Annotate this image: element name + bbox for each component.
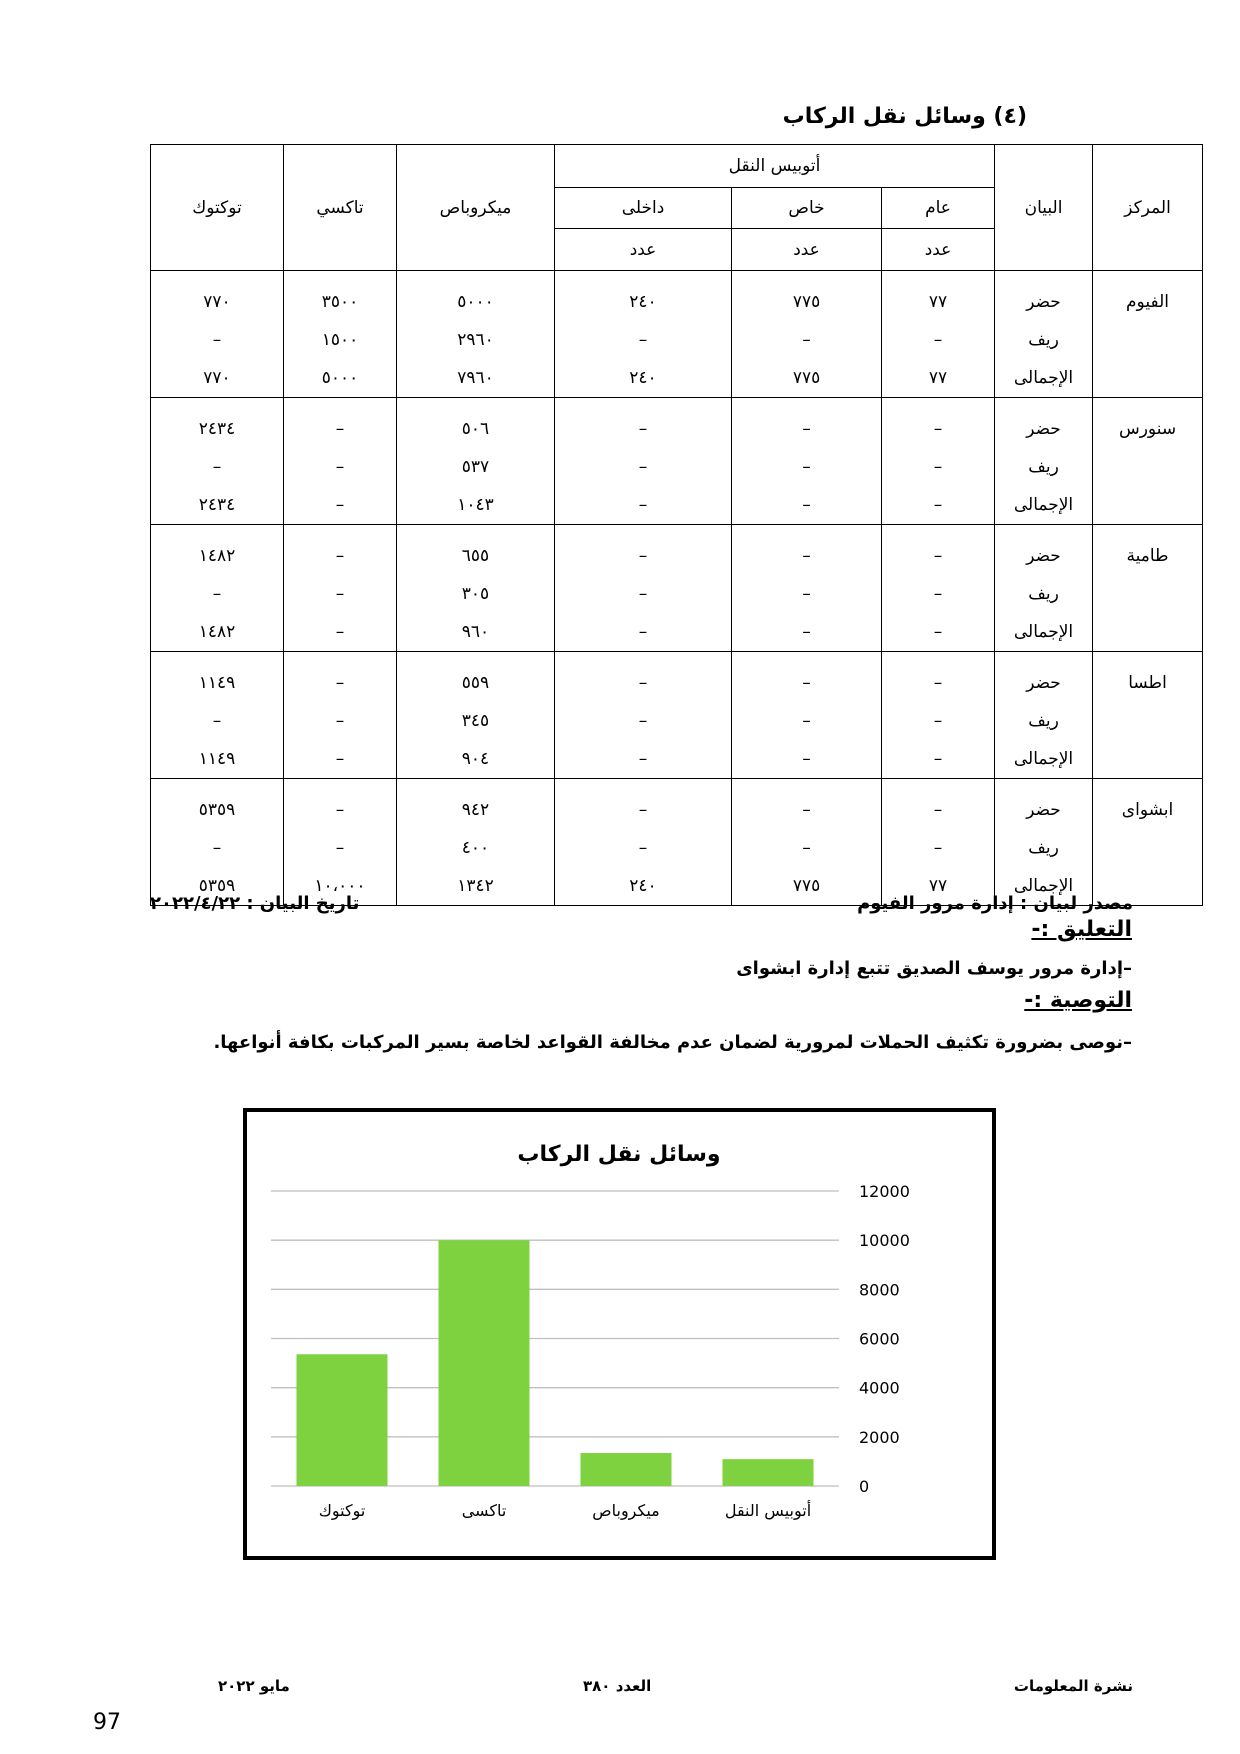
cell-value: ٥٠٠٠ — [457, 292, 494, 312]
cell-value: – — [638, 622, 648, 642]
microbus-cell — [397, 398, 555, 525]
header-khas: خاص — [732, 188, 882, 229]
khas-cell — [732, 652, 882, 779]
y-tick-label: 12000 — [859, 1182, 910, 1201]
cell-value: – — [933, 711, 943, 731]
cell-value: – — [212, 330, 222, 350]
cell-value: ٥٠٠٠ — [321, 368, 359, 388]
cell-value: – — [335, 800, 345, 820]
cell-value: – — [335, 495, 345, 515]
cell-value: ٢٤٣٤ — [198, 419, 236, 439]
cell-value: – — [212, 457, 222, 477]
cell-value: ٥٣٧ — [461, 457, 490, 477]
cell-value: ١٠٤٣ — [457, 495, 494, 515]
cell-value: – — [212, 711, 222, 731]
bayan-label: حضر — [1026, 546, 1061, 566]
khas-cell — [732, 398, 882, 525]
microbus-cell — [397, 525, 555, 652]
cell-value: – — [802, 673, 811, 693]
header-markaz: المركز — [1093, 145, 1203, 271]
cell-value: – — [802, 419, 811, 439]
microbus-cell — [397, 652, 555, 779]
x-tick-label: أتوبيس النقل — [724, 1501, 812, 1520]
markaz-cell — [1093, 525, 1203, 652]
cell-value: ٧٧٥ — [792, 368, 821, 388]
bayan-label: حضر — [1026, 800, 1061, 820]
y-tick-label: 4000 — [859, 1378, 900, 1398]
recommendation-heading: التوصية :- — [1024, 988, 1132, 1013]
cell-value: – — [335, 457, 345, 477]
cell-value: ١٤٨٢ — [198, 546, 236, 566]
page-number: 97 — [93, 1710, 121, 1735]
bayan-cell — [995, 779, 1093, 906]
bar — [581, 1453, 672, 1486]
table-row — [151, 525, 1203, 652]
cell-value: – — [638, 495, 648, 515]
cell-value: – — [638, 330, 648, 350]
header-bus-group: أتوبيس النقل — [555, 145, 995, 188]
cell-value: ١١٤٩ — [198, 749, 236, 769]
cell-value: – — [802, 457, 811, 477]
aam-cell — [882, 525, 995, 652]
cell-value: – — [933, 673, 943, 693]
cell-value: ٢٤٠ — [629, 876, 657, 896]
bayan-label: ريف — [1028, 457, 1059, 477]
tuktuk-cell — [151, 271, 284, 398]
transport-table — [150, 144, 1203, 906]
comment-text: –إدارة مرور يوسف الصديق تتبع إدارة ابشواى — [736, 958, 1132, 979]
footer-date: مايو ٢٠٢٢ — [218, 1677, 290, 1695]
bayan-label: ريف — [1028, 711, 1059, 731]
source-text: مصدر لبيان : إدارة مرور الفيوم — [857, 893, 1133, 914]
x-tick-label: تاكسى — [461, 1501, 507, 1520]
cell-value: ١١٤٩ — [198, 673, 236, 693]
bayan-label: الإجمالى — [1013, 876, 1074, 896]
cell-value: ٧٧٠ — [203, 368, 231, 388]
markaz-name: ابشواى — [1121, 800, 1174, 820]
cell-value: ٢٤٠ — [629, 368, 657, 388]
cell-value: – — [212, 838, 222, 858]
cell-value: – — [335, 546, 345, 566]
chart-container — [243, 1108, 996, 1560]
cell-value: – — [335, 711, 345, 731]
khas-cell — [732, 271, 882, 398]
markaz-name: اطسا — [1128, 673, 1167, 693]
table-row — [151, 652, 1203, 779]
bayan-label: حضر — [1026, 419, 1061, 439]
cell-value: – — [638, 546, 648, 566]
table-row — [151, 398, 1203, 525]
cell-value: – — [933, 749, 943, 769]
markaz-cell — [1093, 398, 1203, 525]
taxi-cell — [284, 398, 397, 525]
markaz-name: طامية — [1126, 546, 1169, 566]
header-microbus: ميكروباص — [397, 145, 555, 271]
cell-value: – — [802, 584, 811, 604]
taxi-cell — [284, 525, 397, 652]
cell-value: – — [638, 584, 648, 604]
cell-value: – — [802, 800, 811, 820]
cell-value: – — [335, 749, 345, 769]
cell-value: ٢٩٦٠ — [457, 330, 494, 350]
cell-value: – — [933, 584, 943, 604]
comment-heading: التعليق :- — [1031, 917, 1132, 942]
taxi-cell — [284, 779, 397, 906]
bayan-cell — [995, 525, 1093, 652]
dakhli-cell — [555, 779, 732, 906]
bayan-label: ريف — [1028, 330, 1059, 350]
markaz-cell — [1093, 271, 1203, 398]
bayan-label: ريف — [1028, 838, 1059, 858]
cell-value: ٧٧ — [928, 876, 948, 896]
tuktuk-cell — [151, 779, 284, 906]
cell-value: – — [933, 622, 943, 642]
markaz-name: سنورس — [1118, 419, 1177, 439]
cell-value: – — [802, 838, 811, 858]
dakhli-cell — [555, 271, 732, 398]
section-title: (٤) وسائل نقل الركاب — [782, 104, 1027, 129]
cell-value: – — [802, 546, 811, 566]
cell-value: ١٠،٠٠٠ — [314, 876, 366, 896]
cell-value: – — [335, 838, 345, 858]
cell-value: – — [933, 330, 943, 350]
cell-value: ٩٦٠ — [461, 622, 490, 642]
cell-value: – — [638, 800, 648, 820]
bayan-label: ريف — [1028, 584, 1059, 604]
aam-cell — [882, 271, 995, 398]
cell-value: ٤٠٠ — [461, 838, 490, 858]
cell-value: – — [933, 419, 943, 439]
header-tuktuk: توكتوك — [151, 145, 284, 271]
header-aam: عام — [882, 188, 995, 229]
cell-value: ٧٩٦٠ — [457, 368, 494, 388]
bar — [723, 1459, 814, 1486]
cell-value: ٣٥٠٠ — [321, 292, 359, 312]
microbus-cell — [397, 271, 555, 398]
dakhli-cell — [555, 652, 732, 779]
cell-value: – — [335, 673, 345, 693]
bayan-label: حضر — [1026, 673, 1061, 693]
cell-value: – — [933, 546, 943, 566]
bayan-label: الإجمالى — [1013, 749, 1074, 769]
cell-value: ٧٧ — [928, 368, 948, 388]
cell-value: ١٥٠٠ — [321, 330, 359, 350]
cell-value: ٢٤٠ — [629, 292, 657, 312]
cell-value: – — [933, 495, 943, 515]
cell-value: ٩٤٢ — [461, 800, 490, 820]
cell-value: ٥٣٥٩ — [198, 800, 236, 820]
cell-value: ٧٧ — [928, 292, 948, 312]
cell-value: – — [335, 419, 345, 439]
cell-value: ٧٧٥ — [792, 292, 821, 312]
date-text: تاريخ البيان : ٢٠٢٢/٤/٢٢ — [150, 893, 360, 914]
taxi-cell — [284, 652, 397, 779]
bayan-cell — [995, 398, 1093, 525]
cell-value: ٥٠٦ — [461, 419, 490, 439]
cell-value: ٣٤٥ — [461, 711, 490, 731]
khas-cell — [732, 779, 882, 906]
header-taxi: تاكسي — [284, 145, 397, 271]
khas-cell — [732, 525, 882, 652]
cell-value: – — [335, 584, 345, 604]
bayan-cell — [995, 271, 1093, 398]
y-tick-label: 6000 — [859, 1329, 900, 1349]
cell-value: – — [638, 711, 648, 731]
bar-chart — [247, 1112, 992, 1556]
cell-value: ٩٠٤ — [461, 749, 490, 769]
cell-value: – — [638, 749, 648, 769]
cell-value: – — [638, 673, 648, 693]
markaz-cell — [1093, 779, 1203, 906]
tuktuk-cell — [151, 525, 284, 652]
y-tick-label: 10000 — [859, 1231, 910, 1251]
cell-value: – — [212, 584, 222, 604]
cell-value: ٥٣٥٩ — [198, 876, 236, 896]
aam-cell — [882, 398, 995, 525]
bayan-label: الإجمالى — [1013, 368, 1074, 388]
cell-value: – — [802, 622, 811, 642]
footer-publication: نشرة المعلومات — [1013, 1677, 1133, 1695]
x-tick-label: توكتوك — [318, 1501, 366, 1520]
cell-value: – — [933, 457, 943, 477]
bar — [297, 1354, 388, 1486]
cell-value: – — [802, 330, 811, 350]
cell-value: ١٣٤٢ — [457, 876, 494, 896]
aam-cell — [882, 652, 995, 779]
unit-aam: عدد — [882, 229, 995, 271]
header-dakhli: داخلى — [555, 188, 732, 229]
recommendation-text: –نوصى بضرورة تكثيف الحملات لمرورية لضمان عدم مخالفة القواعد لخاصة بسير المركبات بكافة أنواعها. — [213, 1032, 1132, 1053]
cell-value: ٢٤٣٤ — [198, 495, 236, 515]
cell-value: – — [802, 495, 811, 515]
y-tick-label: 0 — [859, 1477, 870, 1496]
cell-value: – — [933, 800, 943, 820]
chart-title: وسائل نقل الركاب — [517, 1142, 721, 1167]
tuktuk-cell — [151, 652, 284, 779]
y-tick-label: 2000 — [859, 1427, 900, 1447]
cell-value: – — [802, 749, 811, 769]
bayan-cell — [995, 652, 1093, 779]
unit-khas: عدد — [732, 229, 882, 271]
bayan-label: حضر — [1026, 292, 1061, 312]
markaz-cell — [1093, 652, 1203, 779]
unit-dakhli: عدد — [555, 229, 732, 271]
bayan-label: الإجمالى — [1013, 495, 1074, 515]
markaz-name: الفيوم — [1126, 292, 1169, 312]
microbus-cell — [397, 779, 555, 906]
bar — [439, 1240, 530, 1486]
taxi-cell — [284, 271, 397, 398]
cell-value: ٥٥٩ — [461, 673, 490, 693]
dakhli-cell — [555, 398, 732, 525]
aam-cell — [882, 779, 995, 906]
cell-value: ٣٠٥ — [461, 584, 490, 604]
cell-value: – — [638, 457, 648, 477]
cell-value: ٦٥٥ — [461, 546, 490, 566]
cell-value: – — [638, 419, 648, 439]
y-tick-label: 8000 — [859, 1280, 900, 1300]
table-row — [151, 271, 1203, 398]
tuktuk-cell — [151, 398, 284, 525]
footer-issue: العدد ٣٨٠ — [583, 1677, 652, 1695]
cell-value: – — [933, 838, 943, 858]
cell-value: ٧٧٥ — [792, 876, 821, 896]
dakhli-cell — [555, 525, 732, 652]
cell-value: – — [335, 622, 345, 642]
header-bayan: البيان — [995, 145, 1093, 271]
cell-value: ١٤٨٢ — [198, 622, 236, 642]
x-tick-label: ميكروباص — [592, 1501, 660, 1520]
bayan-label: الإجمالى — [1013, 622, 1074, 642]
cell-value: – — [638, 838, 648, 858]
cell-value: ٧٧٠ — [203, 292, 231, 312]
table-row — [151, 779, 1203, 906]
cell-value: – — [802, 711, 811, 731]
